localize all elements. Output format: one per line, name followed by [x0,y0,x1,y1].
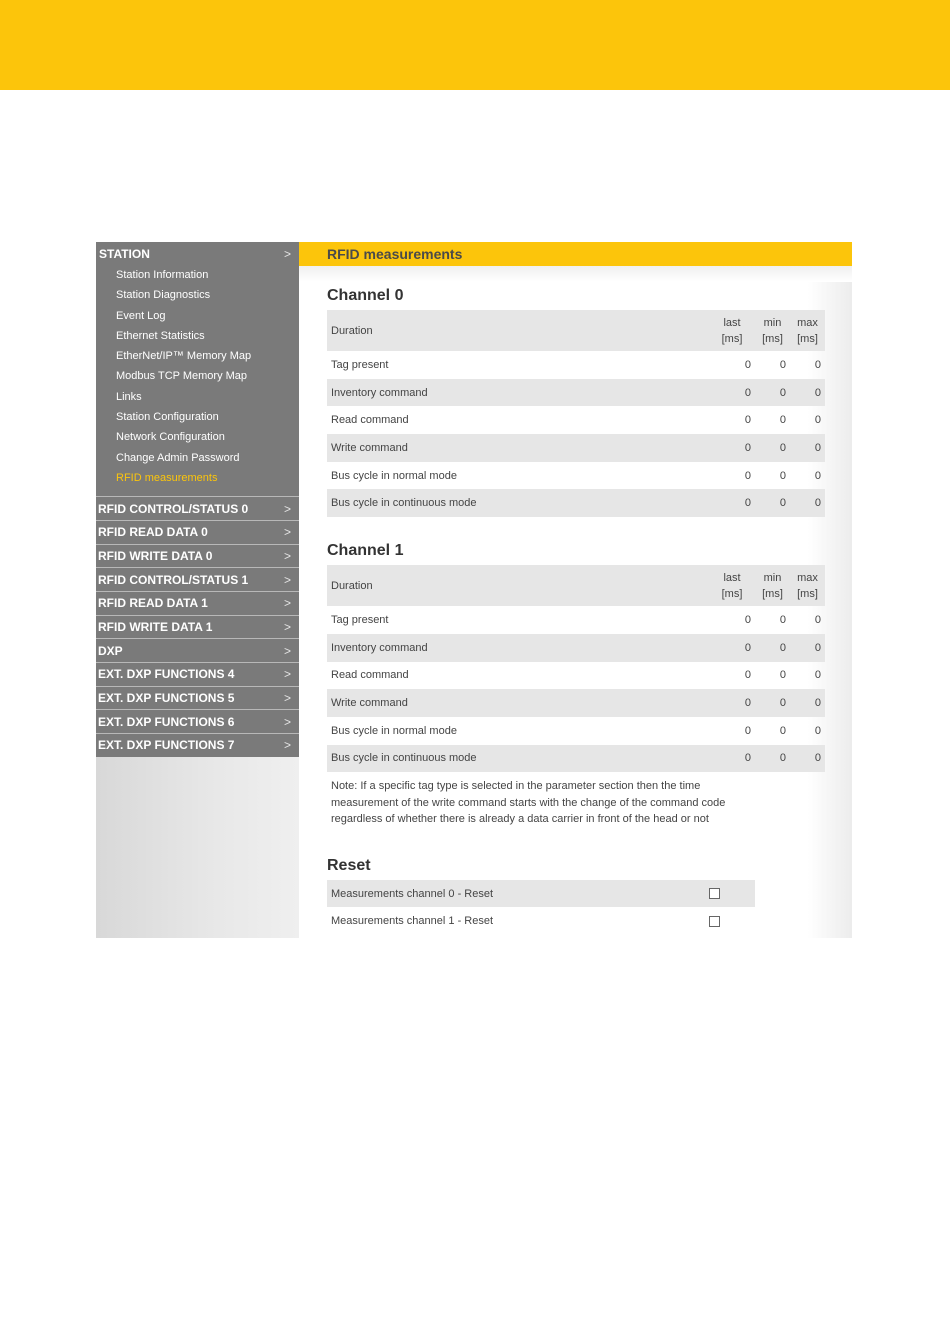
table-row [327,379,825,407]
title-divider [299,266,852,282]
menu-ext-dxp-functions-7[interactable] [96,733,299,757]
table-row [327,689,825,717]
min-value: 0 [755,434,790,462]
channel-1-table [327,565,825,772]
min-value: 0 [779,414,786,427]
max-value: 0 [814,469,821,482]
row-label: Write command [327,689,709,717]
last-value: 0 [709,689,755,717]
last-value: 0 [709,489,755,517]
min-value: 0 [779,469,786,482]
duration-header: Duration [327,310,709,351]
table-row [327,662,825,690]
max-value: 0 [790,379,825,407]
chevron-right-icon: > [283,667,291,682]
menu-label: EXT. DXP FUNCTIONS 6 [98,714,235,729]
table-row [327,351,825,379]
chevron-right-icon: > [283,548,291,563]
sidebar-item-links[interactable]: Links [116,390,142,403]
min-value: 0 [755,689,790,717]
reset-label: Measurements channel 0 - Reset [327,880,705,908]
menu-label: RFID CONTROL/STATUS 0 [98,501,249,516]
station-menu-group [96,242,299,496]
row-label: Tag present [331,613,389,626]
menu-label: DXP [98,643,123,658]
row-label: Bus cycle in continuous mode [327,745,709,773]
sidebar-item-ethernet-statistics[interactable]: Ethernet Statistics [116,329,205,342]
channel-0-table [327,310,825,517]
last-value: 0 [744,469,751,482]
sidebar-item-modbus-tcp-memory-map[interactable]: Modbus TCP Memory Map [116,370,248,383]
chevron-right-icon: > [283,525,291,540]
chevron-right-icon: > [283,691,291,706]
row-label: Inventory command [327,379,709,407]
menu-label: EXT. DXP FUNCTIONS 4 [98,667,235,682]
menu-rfid-write-data-0[interactable] [96,544,299,568]
max-value: 0 [814,358,821,371]
max-header: max [ms] [790,310,825,351]
menu-dxp[interactable] [96,638,299,662]
max-value: 0 [814,613,821,626]
max-value: 0 [814,724,821,737]
menu-label: RFID READ DATA 1 [98,596,208,611]
chevron-right-icon: > [283,572,291,587]
table-row [327,489,825,517]
menu-rfid-control-status-0[interactable] [96,496,299,520]
max-value: 0 [814,414,821,427]
menu-ext-dxp-functions-4[interactable] [96,662,299,686]
min-header: min [ms] [755,565,790,606]
min-value: 0 [779,613,786,626]
row-label: Tag present [331,358,389,371]
last-value: 0 [709,379,755,407]
last-value: 0 [744,358,751,371]
menu-ext-dxp-functions-5[interactable] [96,686,299,710]
channel-1-title: Channel 1 [327,542,404,560]
row-label: Bus cycle in normal mode [331,724,457,737]
min-value: 0 [755,745,790,773]
menu-label: EXT. DXP FUNCTIONS 7 [98,738,235,753]
max-value: 0 [814,669,821,682]
sidebar [96,242,299,938]
reset-channel-1-checkbox[interactable] [709,916,720,927]
row-label: Bus cycle in normal mode [331,469,457,482]
chevron-right-icon: > [283,620,291,635]
max-header: max [ms] [790,565,825,606]
reset-checkbox-cell [705,907,755,935]
menu-label: EXT. DXP FUNCTIONS 5 [98,691,235,706]
menu-label: RFID WRITE DATA 1 [98,620,213,635]
reset-table [327,880,755,935]
table-row [327,745,825,773]
duration-header: Duration [327,565,709,606]
table-header-row [327,565,825,606]
last-value: 0 [744,724,751,737]
row-label: Bus cycle in continuous mode [327,489,709,517]
max-value: 0 [790,434,825,462]
chevron-right-icon: > [283,738,291,753]
max-value: 0 [790,489,825,517]
last-value: 0 [744,414,751,427]
table-row [327,880,755,908]
last-header: last [ms] [709,310,755,351]
sidebar-item-network-configuration[interactable]: Network Configuration [116,431,225,444]
menu-label: RFID READ DATA 0 [98,525,208,540]
row-label: Inventory command [327,634,709,662]
min-value: 0 [755,379,790,407]
menu-label: RFID WRITE DATA 0 [98,548,213,563]
menu-rfid-control-status-1[interactable] [96,567,299,591]
max-value: 0 [790,689,825,717]
menu-ext-dxp-functions-6[interactable] [96,709,299,733]
min-value: 0 [755,634,790,662]
sidebar-item-ethernetip-memory-map[interactable]: EtherNet/IP™ Memory Map [116,350,252,363]
web-interface-window [96,242,852,938]
menu-label: RFID CONTROL/STATUS 1 [98,572,249,587]
table-row [327,406,825,434]
table-row [327,907,755,935]
table-row [327,634,825,662]
last-value: 0 [709,634,755,662]
last-value: 0 [744,669,751,682]
brand-header-band [0,0,950,90]
min-value: 0 [779,358,786,371]
chevron-right-icon: > [283,596,291,611]
table-header-row [327,310,825,351]
reset-channel-0-checkbox[interactable] [709,888,720,899]
sidebar-item-station-diagnostics[interactable]: Station Diagnostics [116,289,211,302]
min-value: 0 [779,669,786,682]
menu-station[interactable] [96,242,299,265]
max-value: 0 [790,634,825,662]
write-command-note: Note: If a specific tag type is selected in the parameter section then the time measurement of the write command starts with the change of the command code regardless of whether there is already a data carrier in front of the head or not [331,780,726,826]
row-label: Write command [327,434,709,462]
last-header: last [ms] [709,565,755,606]
reset-label: Measurements channel 1 - Reset [331,915,494,927]
channel-0-title: Channel 0 [327,287,404,304]
min-value: 0 [755,489,790,517]
chevron-right-icon: > [283,501,291,516]
content-panel [299,242,852,938]
table-row [327,434,825,462]
row-label: Read command [331,669,409,682]
chevron-right-icon: > [283,246,291,261]
max-value: 0 [790,745,825,773]
sidebar-item-change-admin-password[interactable]: Change Admin Password [116,451,240,464]
min-header: min [ms] [755,310,790,351]
sidebar-item-station-information[interactable]: Station Information [116,269,209,281]
sidebar-item-event-log[interactable]: Event Log [116,309,166,322]
chevron-right-icon: > [283,643,291,658]
table-row [327,462,825,490]
reset-title: Reset [327,856,371,874]
sidebar-item-rfid-measurements[interactable]: RFID measurements [116,471,218,484]
menu-station-label: STATION [99,246,150,261]
menu-rfid-read-data-0[interactable] [96,520,299,544]
sidebar-item-station-configuration[interactable]: Station Configuration [116,411,219,424]
chevron-right-icon: > [283,714,291,729]
min-value: 0 [779,724,786,737]
table-row [327,717,825,745]
row-label: Read command [331,414,409,427]
last-value: 0 [709,745,755,773]
page-title: RFID measurements [299,242,852,266]
menu-rfid-write-data-1[interactable] [96,615,299,639]
table-row [327,606,825,634]
reset-checkbox-cell [705,880,755,908]
menu-rfid-read-data-1[interactable] [96,591,299,615]
last-value: 0 [709,434,755,462]
last-value: 0 [744,613,751,626]
